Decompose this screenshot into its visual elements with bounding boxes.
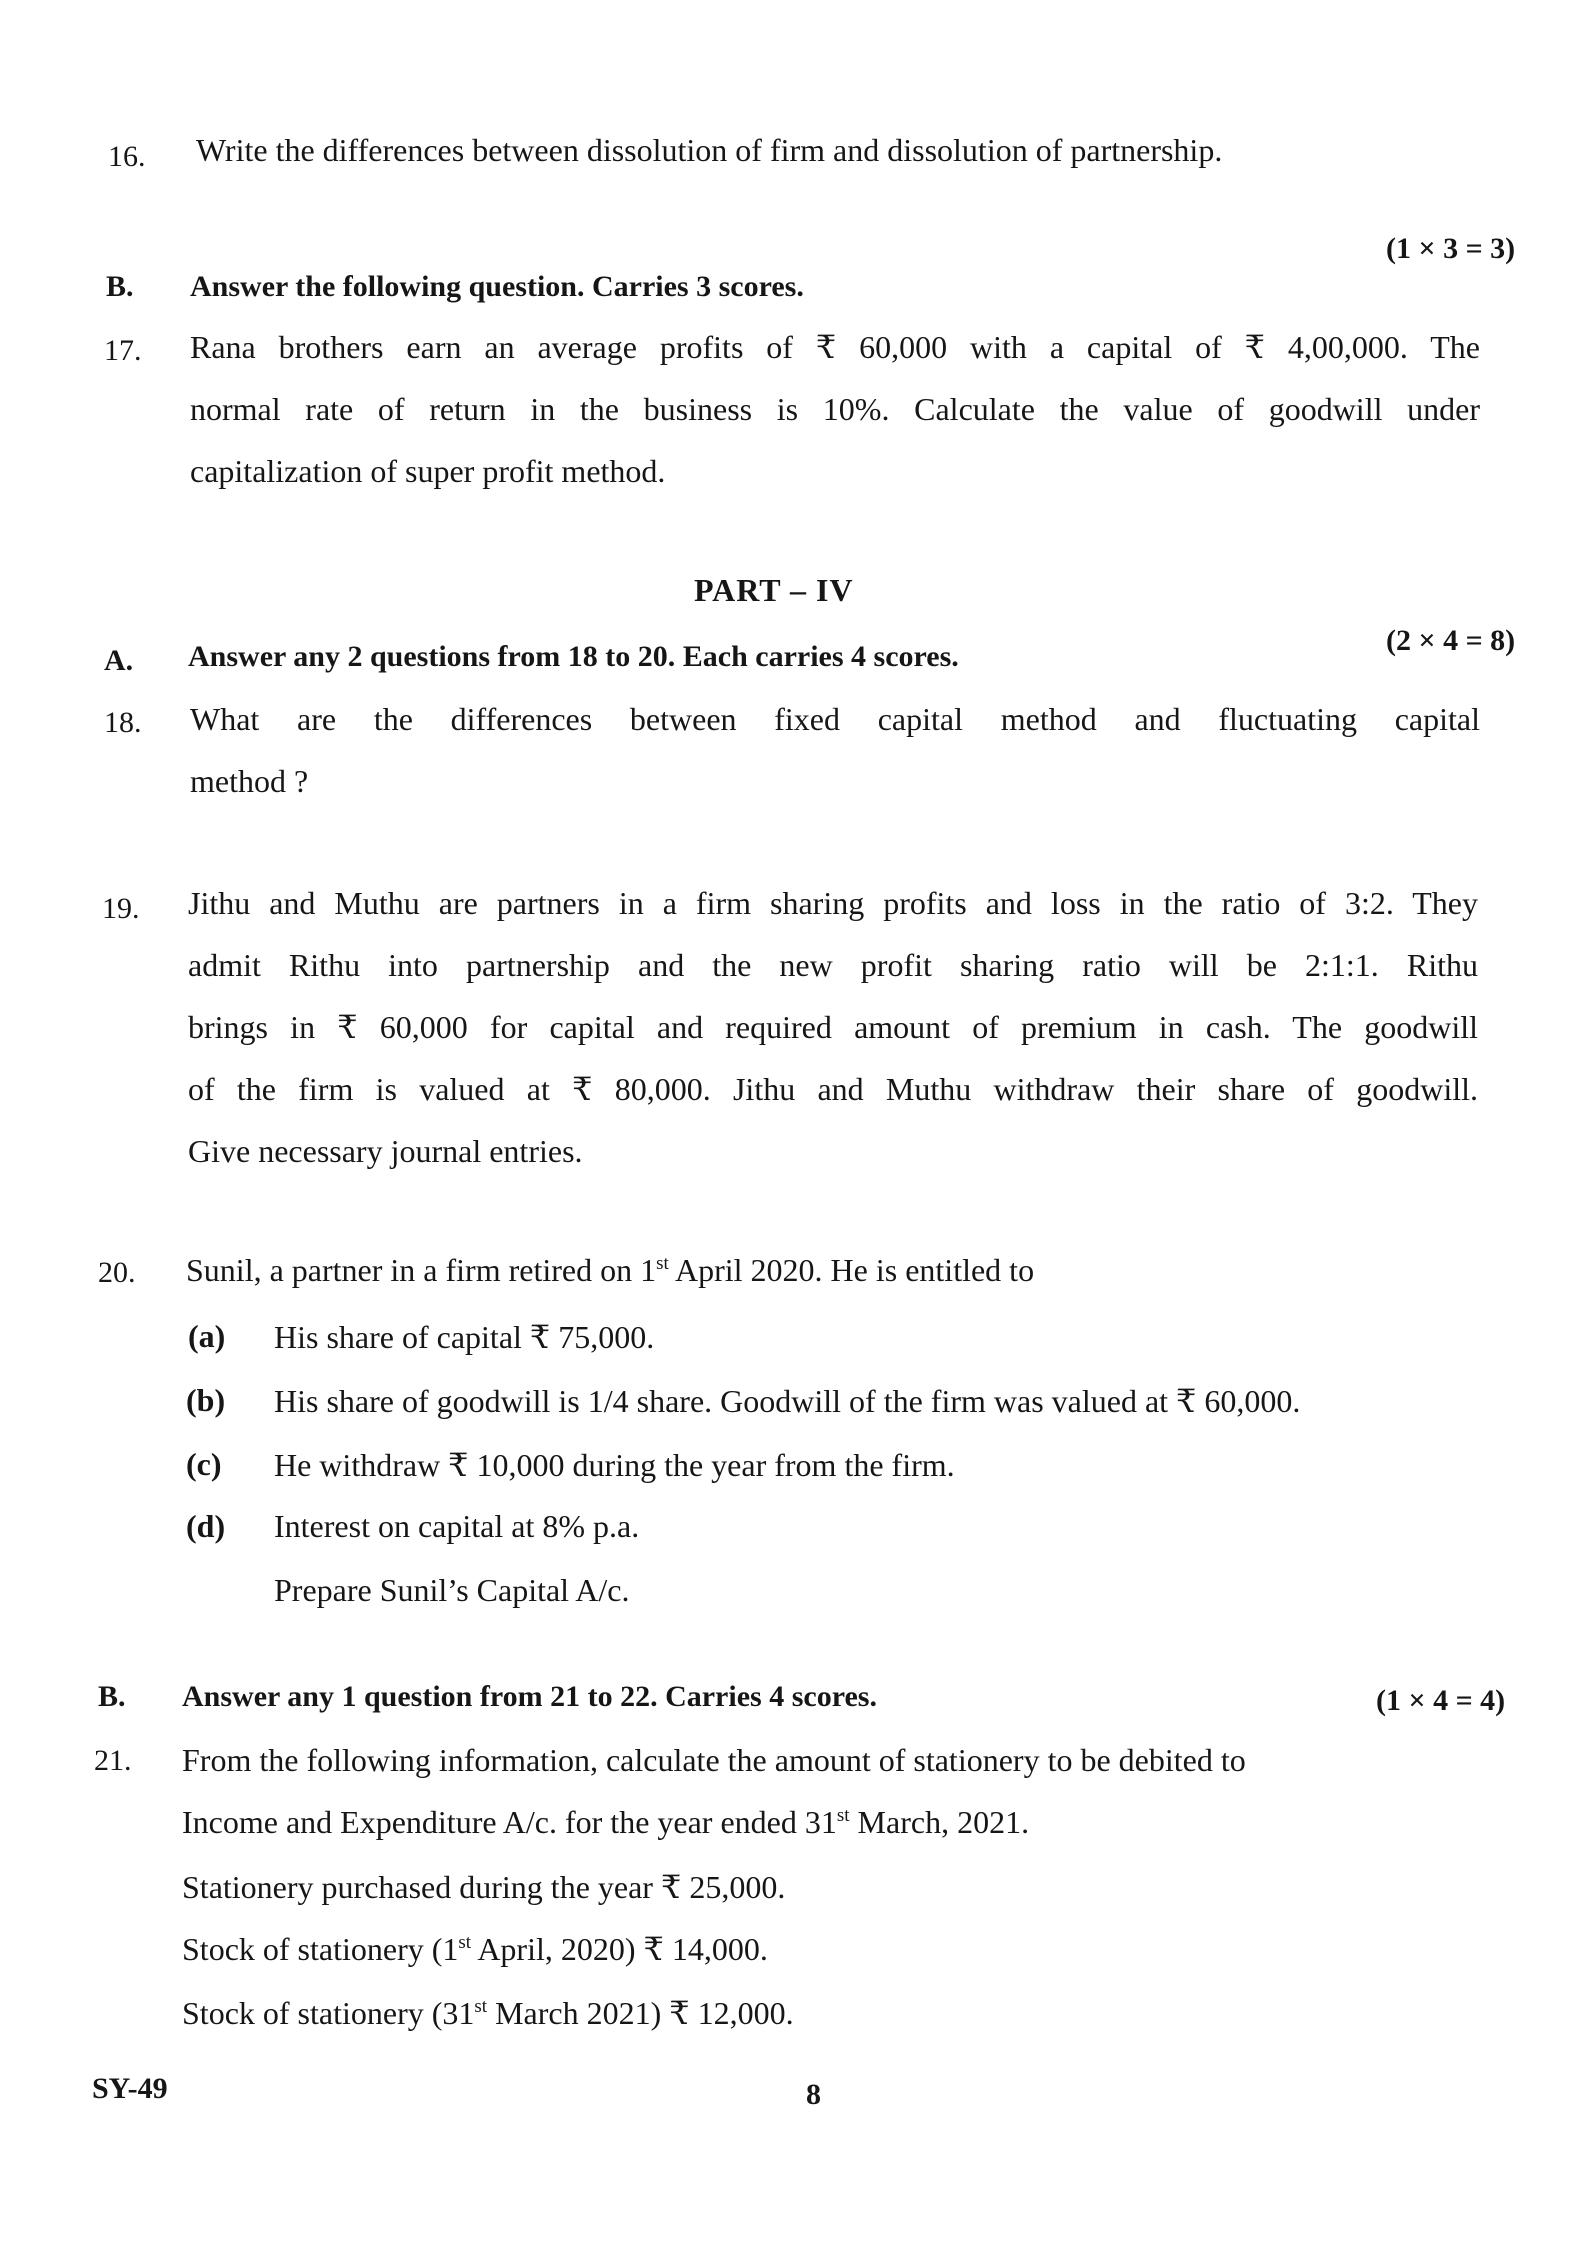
question-21-line2-text: Income and Expenditure A/c. for the year ended 31	[182, 1804, 837, 1840]
question-18-line: What are the differences between fixed capital method and fluctuating capital	[190, 701, 1480, 737]
section-b2-marks: (1 × 4 = 4)	[1376, 1684, 1506, 1717]
question-21-line5-text: Stock of stationery (31	[182, 1995, 475, 2031]
footer-page-number: 8	[806, 2078, 821, 2111]
question-19-line: of the firm is valued at ₹ 80,000. Jithu and Muthu withdraw their share of goodwill.	[188, 1071, 1478, 1107]
question-21-line5-sup: st	[474, 1996, 488, 2017]
section-b-instruction: Answer the following question. Carries 3 scores.	[190, 270, 804, 303]
item-a-label: (a)	[188, 1318, 226, 1354]
question-18-number: 18.	[104, 706, 142, 739]
question-20-number: 20.	[98, 1256, 136, 1289]
question-21-line4	[182, 1930, 768, 1968]
question-17-line: Rana brothers earn an average profits of ₹ 60,000 with a capital of ₹ 4,00,000. The	[190, 329, 1480, 365]
question-16-text: Write the differences between dissolution of firm and dissolution of partnership.	[196, 132, 1223, 168]
question-21-line4-tail: April, 2020) ₹ 14,000.	[471, 1931, 768, 1967]
question-19-line: Jithu and Muthu are partners in a firm sharing profits and loss in the ratio of 3:2. They	[188, 885, 1478, 921]
question-21-line5	[182, 1994, 794, 2032]
section-a-instruction: Answer any 2 questions from 18 to 20. Each carries 4 scores.	[188, 640, 959, 673]
section-b-marks: (1 × 3 = 3)	[1386, 232, 1516, 265]
question-21-line4-sup: st	[458, 1932, 472, 1953]
item-b-label: (b)	[186, 1382, 226, 1418]
question-19-text	[188, 872, 1478, 1182]
question-20-intro-sup: st	[656, 1253, 669, 1274]
item-b-text: His share of goodwill is 1/4 share. Goodwill of the firm was valued at ₹ 60,000.	[274, 1383, 1301, 1419]
section-b2-instruction: Answer any 1 question from 21 to 22. Carries 4 scores.	[182, 1680, 877, 1713]
question-21-line3: Stationery purchased during the year ₹ 25,000.	[182, 1869, 786, 1905]
question-21-line2	[182, 1804, 1029, 1841]
question-21-line4-text: Stock of stationery (1	[182, 1931, 459, 1967]
question-18-text	[190, 688, 1480, 812]
question-20-intro	[186, 1252, 1034, 1289]
question-20-intro-text: Sunil, a partner in a firm retired on 1	[186, 1252, 657, 1288]
item-a-text: His share of capital ₹ 75,000.	[274, 1319, 655, 1355]
question-21-line1: From the following information, calculate the amount of stationery to be debited to	[182, 1742, 1246, 1778]
section-b2-label: B.	[98, 1680, 126, 1713]
question-17-number: 17.	[104, 334, 142, 367]
question-19-line: brings in ₹ 60,000 for capital and required amount of premium in cash. The goodwill	[188, 1009, 1478, 1045]
question-19-line: Give necessary journal entries.	[188, 1133, 583, 1169]
section-b-label: B.	[106, 270, 134, 303]
footer-code: SY-49	[92, 2072, 168, 2105]
question-17-text	[190, 316, 1480, 502]
question-21-line5-tail: March 2021) ₹ 12,000.	[487, 1995, 794, 2031]
question-19-number: 19.	[102, 892, 140, 925]
section-a-marks: (2 × 4 = 8)	[1386, 624, 1516, 657]
question-21-number: 21.	[94, 1744, 132, 1777]
item-d-text: Interest on capital at 8% p.a.	[274, 1508, 640, 1544]
question-21-line2-sup: st	[836, 1805, 850, 1826]
item-d-label: (d)	[186, 1508, 226, 1544]
item-c-text: He withdraw ₹ 10,000 during the year from the firm.	[274, 1447, 955, 1483]
question-20-closing: Prepare Sunil’s Capital A/c.	[274, 1572, 630, 1608]
question-20-intro-tail: April 2020. He is entitled to	[668, 1252, 1035, 1288]
question-19-line: admit Rithu into partnership and the new profit sharing ratio will be 2:1:1. Rithu	[188, 947, 1478, 983]
question-18-line: method ?	[190, 763, 309, 799]
item-c-label: (c)	[186, 1446, 222, 1482]
section-a-label: A.	[104, 644, 134, 677]
question-21-line2-tail: March, 2021.	[849, 1804, 1030, 1840]
question-16-number: 16.	[108, 140, 146, 173]
question-17-line: capitalization of super profit method.	[190, 453, 666, 489]
part-title: PART – IV	[694, 572, 854, 608]
question-17-line: normal rate of return in the business is 10%. Calculate the value of goodwill under	[190, 391, 1480, 427]
